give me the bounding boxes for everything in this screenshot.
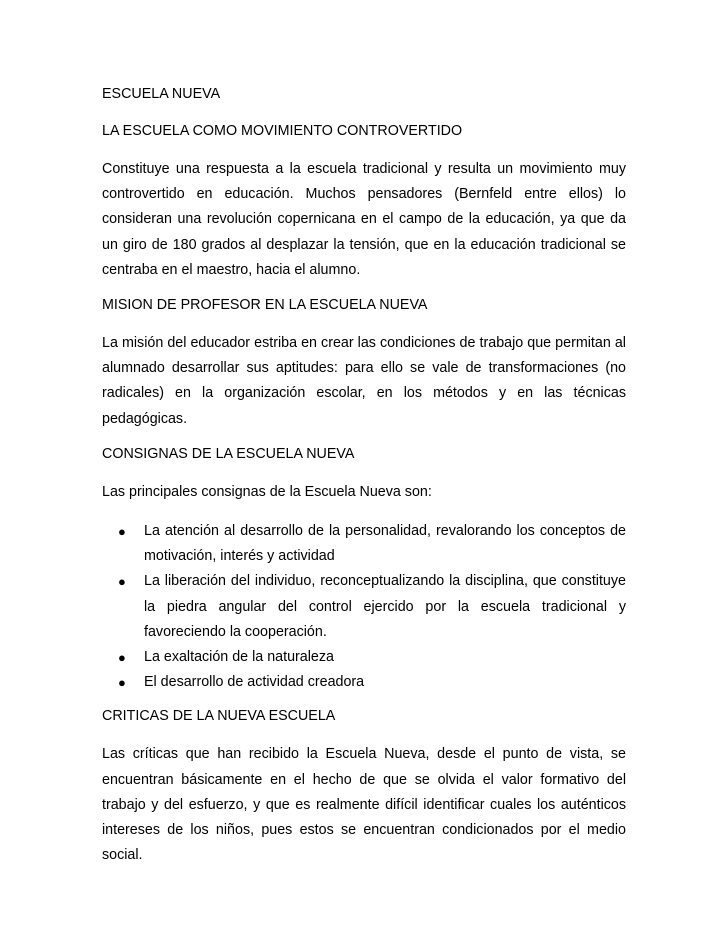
- bullet-icon: ●: [118, 650, 126, 666]
- section-heading-criticas: CRITICAS DE LA NUEVA ESCUELA: [102, 708, 336, 725]
- section-paragraph-consignas: Las principales consignas de la Escuela Nueva son:: [102, 483, 432, 500]
- list-item: [118, 645, 626, 670]
- list-item-text: La exaltación de la naturaleza: [144, 649, 334, 666]
- list-item: [118, 670, 626, 695]
- section-paragraph-movimiento: Constituye una respuesta a la escuela tradicional y resulta un movimiento muy controvertido en educación. Muchos pensadores (Bernfeld entre ellos) lo consideran una revolución copernicana en el campo de la educación, ya que da un giro de 180 grados al desplazar la tensión, que en la educación tradicional se centraba en el maestro, hacia el alumno.: [102, 161, 626, 278]
- list-item-text: El desarrollo de actividad creadora: [144, 674, 365, 691]
- section-heading-mision: MISION DE PROFESOR EN LA ESCUELA NUEVA: [102, 297, 428, 314]
- bullet-icon: ●: [118, 675, 126, 691]
- list-item-text: La liberación del individuo, reconceptualizando la disciplina, que constituye la piedra angular del control ejercido por la escuela tradicional y favoreciendo la cooperación.: [144, 573, 626, 640]
- section-heading-movimiento: LA ESCUELA COMO MOVIMIENTO CONTROVERTIDO: [102, 123, 463, 139]
- list-item: [118, 519, 626, 569]
- list-item: [118, 569, 626, 645]
- section-paragraph-criticas: Las críticas que han recibido la Escuela Nueva, desde el punto de vista, se encuentran básicamente en el hecho de que se olvida el valor formativo del trabajo y del esfuerzo, y que es realmente difícil identificar cuales los auténticos intereses de los niños, pues estos se encuentran condicionados por el medio social.: [102, 746, 626, 864]
- bullet-icon: ●: [118, 574, 126, 590]
- document-title: ESCUELA NUEVA: [102, 86, 221, 102]
- list-item-text: La atención al desarrollo de la personalidad, revalorando los conceptos de motivación, interés y actividad: [144, 523, 626, 565]
- consignas-bullet-list: [102, 519, 626, 695]
- section-paragraph-mision: La misión del educador estriba en crear las condiciones de trabajo que permitan al alumnado desarrollar sus aptitudes: para ello se vale de transformaciones (no radicales) en la organización escolar, en los métodos y en las técnicas pedagógicas.: [102, 335, 626, 427]
- section-heading-consignas: CONSIGNAS DE LA ESCUELA NUEVA: [102, 445, 355, 462]
- bullet-icon: ●: [118, 524, 126, 540]
